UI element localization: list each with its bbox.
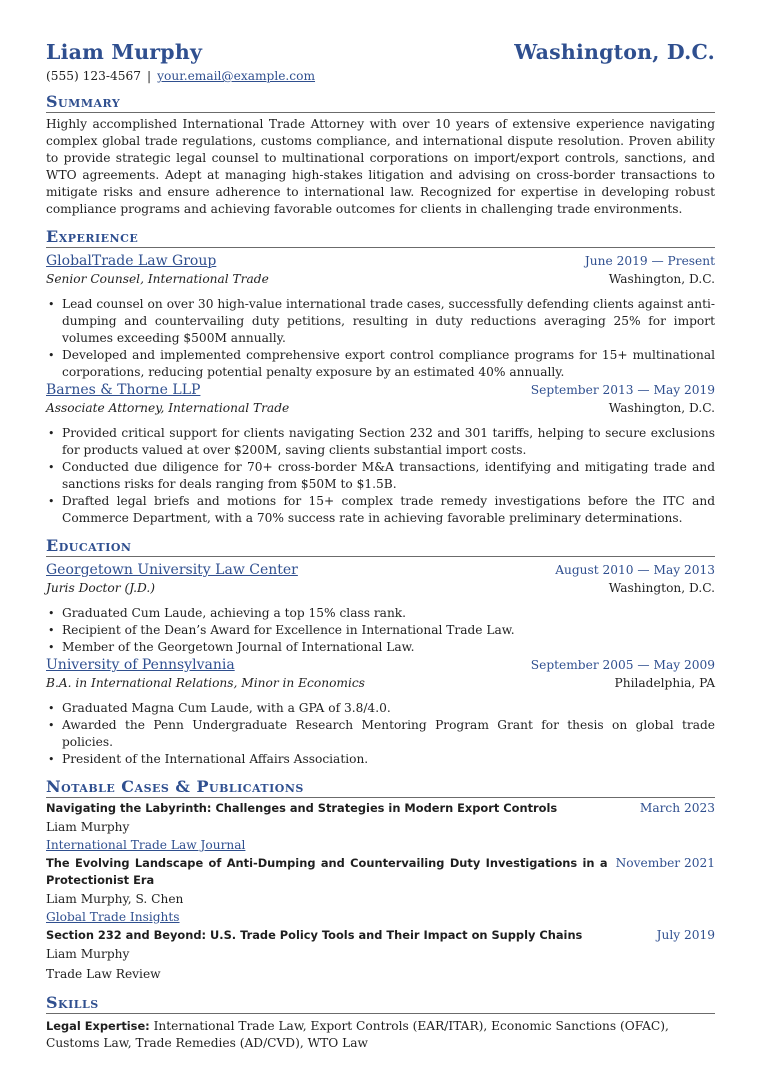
candidate-name: Liam Murphy — [46, 40, 203, 64]
school-link[interactable]: University of Pennsylvania — [46, 657, 235, 673]
publication-entry — [46, 855, 715, 925]
publication-title: The Evolving Landscape of Anti-Dumping and Countervailing Duty Investigations in a Protectionist Era — [46, 856, 608, 887]
job-dates: September 2013 — May 2019 — [530, 383, 715, 397]
company-link[interactable]: GlobalTrade Law Group — [46, 253, 217, 269]
candidate-location: Washington, D.C. — [514, 40, 715, 64]
publication-title: Navigating the Labyrinth: Challenges and Strategies in Modern Export Controls — [46, 801, 558, 815]
education-entry — [46, 656, 715, 768]
section-title-skills: Skills — [46, 994, 715, 1014]
bullet-item: • Provided critical support for clients navigating Section 232 and 301 tariffs, helping to secure exclusions for products valued at over $200M, saving clients substantial import costs. — [62, 425, 715, 459]
bullet-item: • Conducted due diligence for 70+ cross-border M&A transactions, identifying and mitigating trade and sanctions risks for deals ranging from $50M to $1.5B. — [62, 459, 715, 493]
skills-text: International Trade Law, Export Controls (EAR/ITAR), Economic Sanctions (OFAC), Customs Law, Trade Remedies (AD/CVD), WTO Law — [46, 1019, 669, 1050]
school-dates: September 2005 — May 2009 — [530, 658, 715, 672]
publication-entry — [46, 927, 715, 984]
education-bullets — [46, 605, 715, 656]
bullet-item: • Drafted legal briefs and motions for 15+ complex trade remedy investigations before the ITC and Commerce Department, with a 70% success rate in achieving favorable preliminary determinations. — [62, 493, 715, 527]
publication-venue: Trade Law Review — [46, 967, 161, 981]
publication-date: July 2019 — [656, 928, 715, 942]
degree: B.A. in International Relations, Minor in Economics — [46, 676, 365, 690]
bullet-item: • Graduated Cum Laude, achieving a top 15% class rank. — [62, 605, 715, 622]
publication-entry — [46, 800, 715, 853]
company-link[interactable]: Barnes & Thorne LLP — [46, 382, 201, 398]
school-link[interactable]: Georgetown University Law Center — [46, 562, 298, 578]
bullet-item: • Recipient of the Dean’s Award for Excellence in International Trade Law. — [62, 622, 715, 639]
bullet-item: • President of the International Affairs Association. — [62, 751, 715, 768]
skills-line — [46, 1018, 715, 1052]
section-title-summary: Summary — [46, 93, 715, 113]
job-role: Senior Counsel, International Trade — [46, 272, 269, 286]
contact-separator: | — [147, 69, 152, 83]
bullet-item: • Awarded the Penn Undergraduate Research Mentoring Program Grant for thesis on global trade policies. — [62, 717, 715, 751]
section-title-education: Education — [46, 537, 715, 557]
section-title-publications: Notable Cases & Publications — [46, 778, 715, 798]
degree: Juris Doctor (J.D.) — [46, 581, 155, 595]
skills-label: Legal Expertise: — [46, 1019, 150, 1033]
publication-authors: Liam Murphy, S. Chen — [46, 892, 184, 906]
job-role: Associate Attorney, International Trade — [46, 401, 290, 415]
experience-entry — [46, 381, 715, 527]
job-location: Washington, D.C. — [608, 401, 715, 415]
phone-number: (555) 123-4567 — [46, 69, 142, 83]
contact-line — [46, 69, 715, 83]
bullet-item: • Lead counsel on over 30 high-value international trade cases, successfully defending clients against anti-dumping and countervailing duty petitions, resulting in duty reductions averaging 25% for import volumes exceeding $500M annually. — [62, 296, 715, 347]
school-dates: August 2010 — May 2013 — [555, 563, 715, 577]
publication-venue-link[interactable]: Global Trade Insights — [46, 910, 180, 924]
education-bullets — [46, 700, 715, 768]
job-bullets — [46, 296, 715, 381]
job-bullets — [46, 425, 715, 527]
section-title-experience: Experience — [46, 228, 715, 248]
publication-authors: Liam Murphy — [46, 820, 130, 834]
publication-authors: Liam Murphy — [46, 947, 130, 961]
publication-date: November 2021 — [615, 856, 715, 870]
job-location: Washington, D.C. — [608, 272, 715, 286]
education-entry — [46, 561, 715, 656]
summary-text: Highly accomplished International Trade Attorney with over 10 years of extensive experience navigating complex global trade regulations, customs compliance, and international dispute resolution. Proven ability to provide strategic legal counsel to multinational corporations on import/export controls, sanctions, and WTO agreements. Adept at managing high-stakes litigation and advising on cross-border transactions to mitigate risks and ensure adherence to international law. Recognized for expertise in developing robust compliance programs and achieving favorable outcomes for clients in challenging trade environments. — [46, 117, 715, 216]
bullet-item: • Developed and implemented comprehensive export control compliance programs for 15+ multinational corporations, reducing potential penalty exposure by an estimated 40% annually. — [62, 347, 715, 381]
publication-date: March 2023 — [639, 801, 715, 815]
school-location: Philadelphia, PA — [614, 676, 715, 690]
publication-venue-link[interactable]: International Trade Law Journal — [46, 838, 246, 852]
publication-title: Section 232 and Beyond: U.S. Trade Policy Tools and Their Impact on Supply Chains — [46, 928, 583, 942]
experience-entry — [46, 252, 715, 381]
bullet-item: • Graduated Magna Cum Laude, with a GPA of 3.8/4.0. — [62, 700, 715, 717]
resume-header — [46, 0, 715, 64]
job-dates: June 2019 — Present — [584, 254, 715, 268]
email-link[interactable]: your.email@example.com — [157, 69, 316, 83]
bullet-item: • Member of the Georgetown Journal of International Law. — [62, 639, 715, 656]
school-location: Washington, D.C. — [608, 581, 715, 595]
